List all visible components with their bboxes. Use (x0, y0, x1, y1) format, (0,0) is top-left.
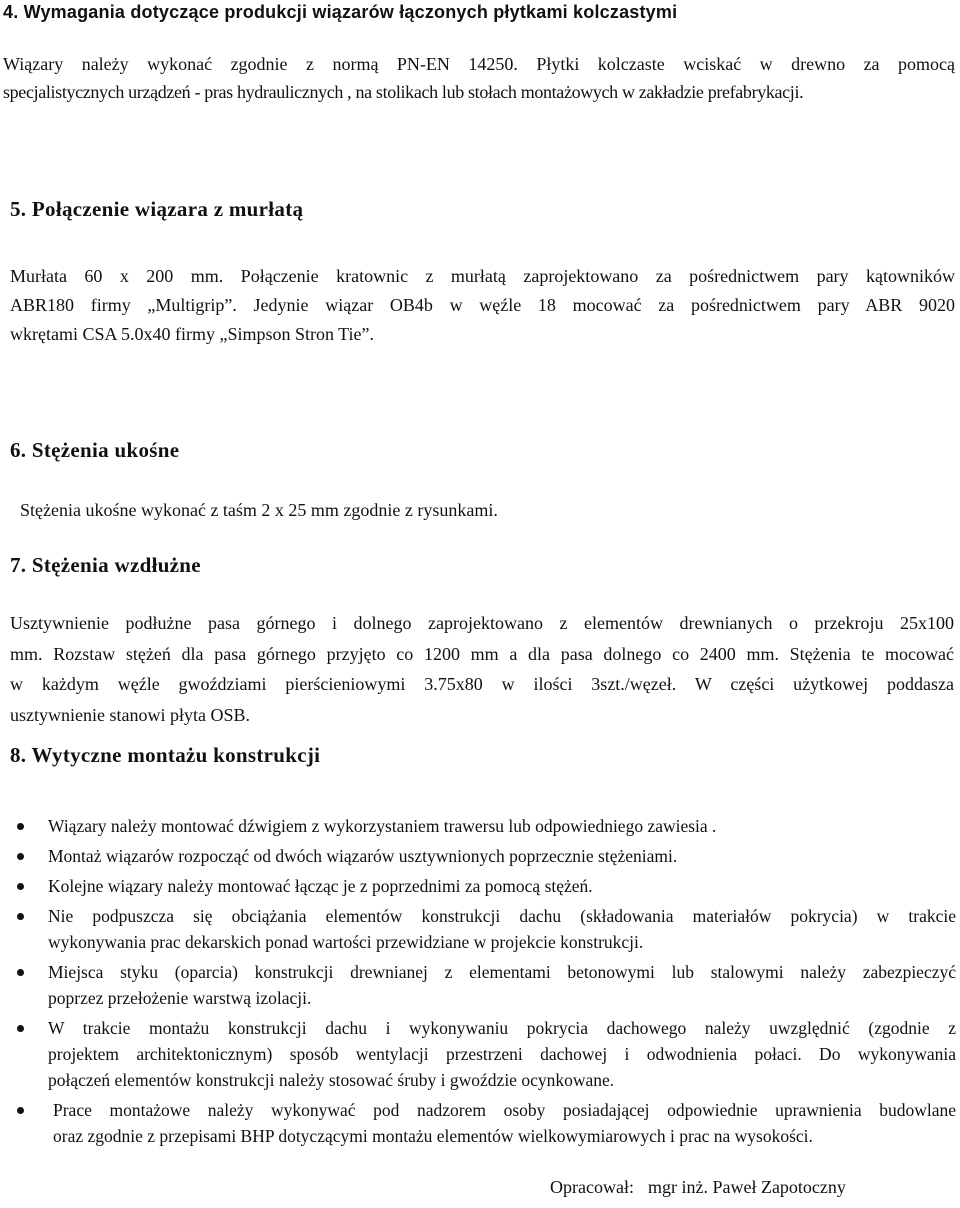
section-7-heading: 7. Stężenia wzdłużne (10, 553, 201, 577)
bullet-icon (17, 883, 24, 890)
section-4-line: specjalistycznych urządzeń - pras hydraulicznych , na stolikach lub stołach montażowych w zakładzie prefabrykacji. (3, 82, 804, 102)
list-item: Wiązary należy montować dźwigiem z wykorzystaniem trawersu lub odpowiedniego zawiesia . (48, 813, 956, 839)
bullet-icon (17, 969, 24, 976)
section-5-heading: 5. Połączenie wiązara z murłatą (10, 197, 304, 221)
list-item: Kolejne wiązary należy montować łącząc je z poprzednimi za pomocą stężeń. (48, 873, 956, 899)
bullet-icon (17, 1107, 24, 1114)
prepared-by-line (550, 1174, 846, 1200)
bullet-icon (17, 1025, 24, 1032)
section-5-line: ABR180 firmy „Multigrip”. Jedynie wiązar OB4b w węźle 18 mocować za pośrednictwem pary ABR 9020 (10, 295, 955, 315)
section-5-line: Murłata 60 x 200 mm. Połączenie kratownic z murłatą zaprojektowano za pośrednictwem pary kątowników (10, 266, 955, 286)
section-5-line: wkrętami CSA 5.0x40 firmy „Simpson Stron Tie”. (10, 324, 375, 344)
bullet-icon (17, 913, 24, 920)
list-item: W trakcie montażu konstrukcji dachu i wykonywaniu pokrycia dachowego należy uwzględnić (zgodnie z projektem architektonicznym) sposób wentylacji przestrzeni dachowej i odwodnienia połaci. Do wykonywania połączeń elementów konstrukcji należy stosować śruby i gwoździe ocynkowane. (48, 1015, 956, 1093)
bullet-icon (17, 823, 24, 830)
section-7-paragraph (10, 608, 954, 731)
guidelines-list (48, 813, 956, 1149)
section-4-heading: 4. Wymagania dotyczące produkcji wiązarów łączonych płytkami kolczastymi (3, 2, 678, 22)
section-4-line: Wiązary należy wykonać zgodnie z normą PN-EN 14250. Płytki kolczaste wciskać w drewno za pomocą (3, 54, 955, 74)
section-6-paragraph: Stężenia ukośne wykonać z taśm 2 x 25 mm zgodnie z rysunkami. (20, 500, 498, 520)
section-7-line: usztywnienie stanowi płyta OSB. (10, 705, 250, 726)
list-item: Miejsca styku (oparcia) konstrukcji drewnianej z elementami betonowymi lub stalowymi należy zabezpieczyć poprzez przełożenie warstwą izolacji. (48, 959, 956, 1011)
list-item: Prace montażowe należy wykonywać pod nadzorem osoby posiadającej odpowiednie uprawnienia budowlane oraz zgodnie z przepisami BHP dotyczącymi montażu elementów wielkowymiarowych i prac na wysokości. (48, 1097, 956, 1149)
section-5-paragraph (10, 262, 955, 349)
list-item: Montaż wiązarów rozpocząć od dwóch wiązarów usztywnionych poprzecznie stężeniami. (48, 843, 956, 869)
bullet-icon (17, 853, 24, 860)
section-7-line: mm. Rozstaw stężeń dla pasa górnego przyjęto co 1200 mm a dla pasa dolnego co 2400 mm. Stężenia te mocować (10, 643, 954, 664)
section-7-line: Usztywnienie podłużne pasa górnego i dolnego zaprojektowano z elementów drewnianych o przekroju 25x100 (10, 613, 954, 633)
section-8-heading: 8. Wytyczne montażu konstrukcji (10, 743, 321, 767)
list-item: Nie podpuszcza się obciążania elementów konstrukcji dachu (składowania materiałów pokrycia) w trakcie wykonywania prac dekarskich ponad wartości przewidziane w projekcie konstrukcji. (48, 903, 956, 955)
section-7-line: w każdym węźle gwoździami pierścieniowymi 3.75x80 w ilości 3szt./węzeł. W części użytkowej poddasza (10, 674, 954, 695)
prepared-by-name: mgr inż. Paweł Zapotoczny (647, 1177, 846, 1197)
prepared-by-label: Opracował: (550, 1177, 634, 1197)
section-6-heading: 6. Stężenia ukośne (10, 438, 180, 462)
section-4-paragraph (3, 50, 955, 106)
